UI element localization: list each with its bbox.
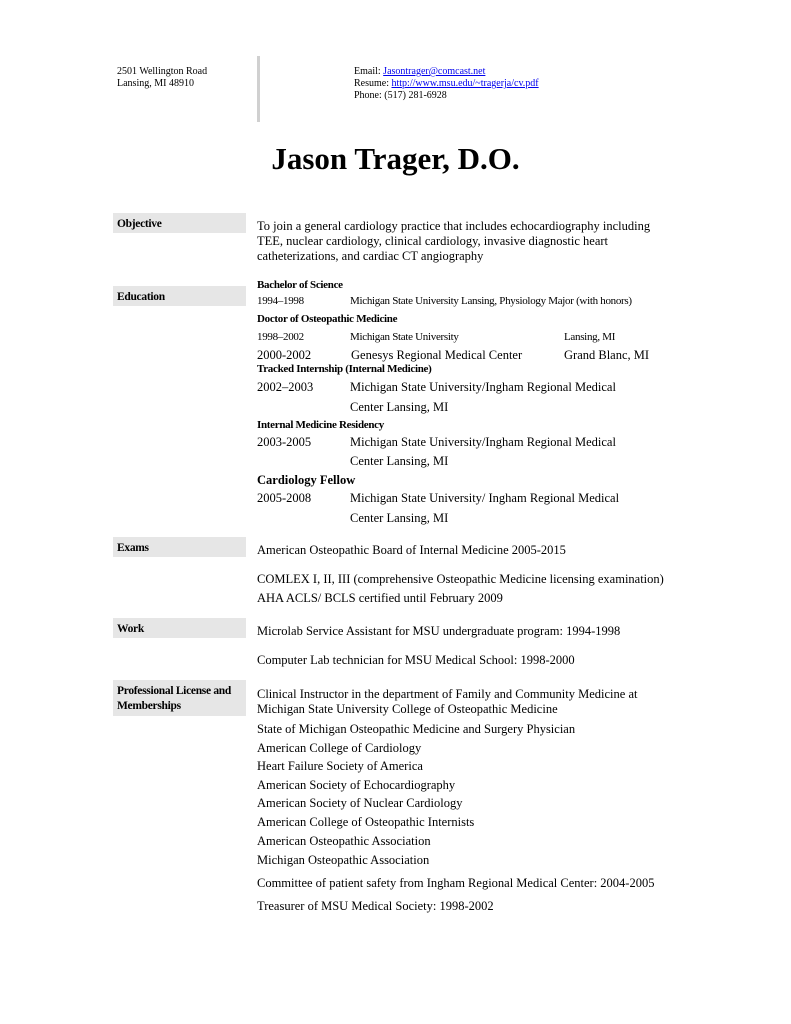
residency-line-1: Michigan State University/Ingham Regional Medical xyxy=(350,435,616,449)
license-item-3: American College of Cardiology xyxy=(257,741,422,755)
work-line-2: Computer Lab technician for MSU Medical School: 1998-2000 xyxy=(257,653,575,667)
do1-years: 1998–2002 xyxy=(257,331,304,343)
section-licenses-line1: Professional License and xyxy=(117,685,231,697)
bs-title: Bachelor of Science xyxy=(257,279,343,291)
address-line-2: Lansing, MI 48910 xyxy=(117,78,194,89)
section-exams: Exams xyxy=(117,542,149,554)
email-link[interactable]: Jasontrager@comcast.net xyxy=(383,66,486,77)
residency-title: Internal Medicine Residency xyxy=(257,419,384,431)
exam-line-3: AHA ACLS/ BCLS certified until February 2009 xyxy=(257,591,503,605)
fellow-line-1: Michigan State University/ Ingham Regional Medical xyxy=(350,491,620,505)
license-item-11: Treasurer of MSU Medical Society: 1998-2002 xyxy=(257,899,494,913)
phone-row xyxy=(354,90,447,102)
page-title: Jason Trager, D.O. xyxy=(271,141,520,176)
section-education: Education xyxy=(117,291,165,303)
bs-years: 1994–1998 xyxy=(257,295,304,307)
exam-line-1: American Osteopathic Board of Internal Medicine 2005-2015 xyxy=(257,543,566,557)
intern-years: 2002–2003 xyxy=(257,380,314,394)
fellow-years: 2005-2008 xyxy=(257,491,312,505)
fellow-line-2: Center Lansing, MI xyxy=(350,511,449,525)
license-item-8: American Osteopathic Association xyxy=(257,834,431,848)
resume-link[interactable]: http://www.msu.edu/~tragerja/cv.pdf xyxy=(391,78,539,89)
section-licenses-line2: Memberships xyxy=(117,700,181,712)
intern-line-1: Michigan State University/Ingham Regional Medical xyxy=(350,380,616,394)
objective-line-2: TEE, nuclear cardiology, clinical cardiology, invasive diagnostic heart xyxy=(257,234,609,248)
section-objective: Objective xyxy=(117,218,162,230)
license-item-9: Michigan Osteopathic Association xyxy=(257,853,430,867)
do2-location: Grand Blanc, MI xyxy=(564,348,650,362)
license-item-1-line-2: Michigan State University College of Osteopathic Medicine xyxy=(257,702,558,716)
email-row xyxy=(354,66,485,78)
phone-value: (517) 281-6928 xyxy=(384,90,447,101)
license-item-10: Committee of patient safety from Ingham Regional Medical Center: 2004-2005 xyxy=(257,876,655,890)
objective-line-1: To join a general cardiology practice that includes echocardiography including xyxy=(257,219,651,233)
residency-years: 2003-2005 xyxy=(257,435,312,449)
license-item-6: American Society of Nuclear Cardiology xyxy=(257,796,463,810)
resume-row xyxy=(354,78,539,90)
do-title: Doctor of Osteopathic Medicine xyxy=(257,313,398,325)
email-label: Email: xyxy=(354,66,381,77)
do2-years: 2000-2002 xyxy=(257,348,312,362)
do1-location: Lansing, MI xyxy=(564,331,616,343)
license-item-1-line-1: Clinical Instructor in the department of Family and Community Medicine at xyxy=(257,687,638,701)
section-work: Work xyxy=(117,623,144,635)
phone-label: Phone: xyxy=(354,90,382,101)
do2-school: Genesys Regional Medical Center xyxy=(351,348,523,362)
objective-line-3: catheterizations, and cardiac CT angiography xyxy=(257,249,484,263)
work-line-1: Microlab Service Assistant for MSU undergraduate program: 1994-1998 xyxy=(257,624,621,638)
license-item-7: American College of Osteopathic Internists xyxy=(257,815,475,829)
license-item-5: American Society of Echocardiography xyxy=(257,778,456,792)
intern-line-2: Center Lansing, MI xyxy=(350,400,449,414)
intern-title: Tracked Internship (Internal Medicine) xyxy=(257,363,432,375)
fellow-title: Cardiology Fellow xyxy=(257,473,356,487)
exam-line-2: COMLEX I, II, III (comprehensive Osteopathic Medicine licensing examination) xyxy=(257,572,664,586)
address-line-1: 2501 Wellington Road xyxy=(117,66,208,77)
resume-label: Resume: xyxy=(354,78,389,89)
do1-school: Michigan State University xyxy=(350,331,459,343)
header-divider xyxy=(257,56,260,122)
license-item-4: Heart Failure Society of America xyxy=(257,759,423,773)
license-item-2: State of Michigan Osteopathic Medicine and Surgery Physician xyxy=(257,722,576,736)
residency-line-2: Center Lansing, MI xyxy=(350,454,449,468)
bs-detail: Michigan State University Lansing, Physiology Major (with honors) xyxy=(350,295,632,307)
